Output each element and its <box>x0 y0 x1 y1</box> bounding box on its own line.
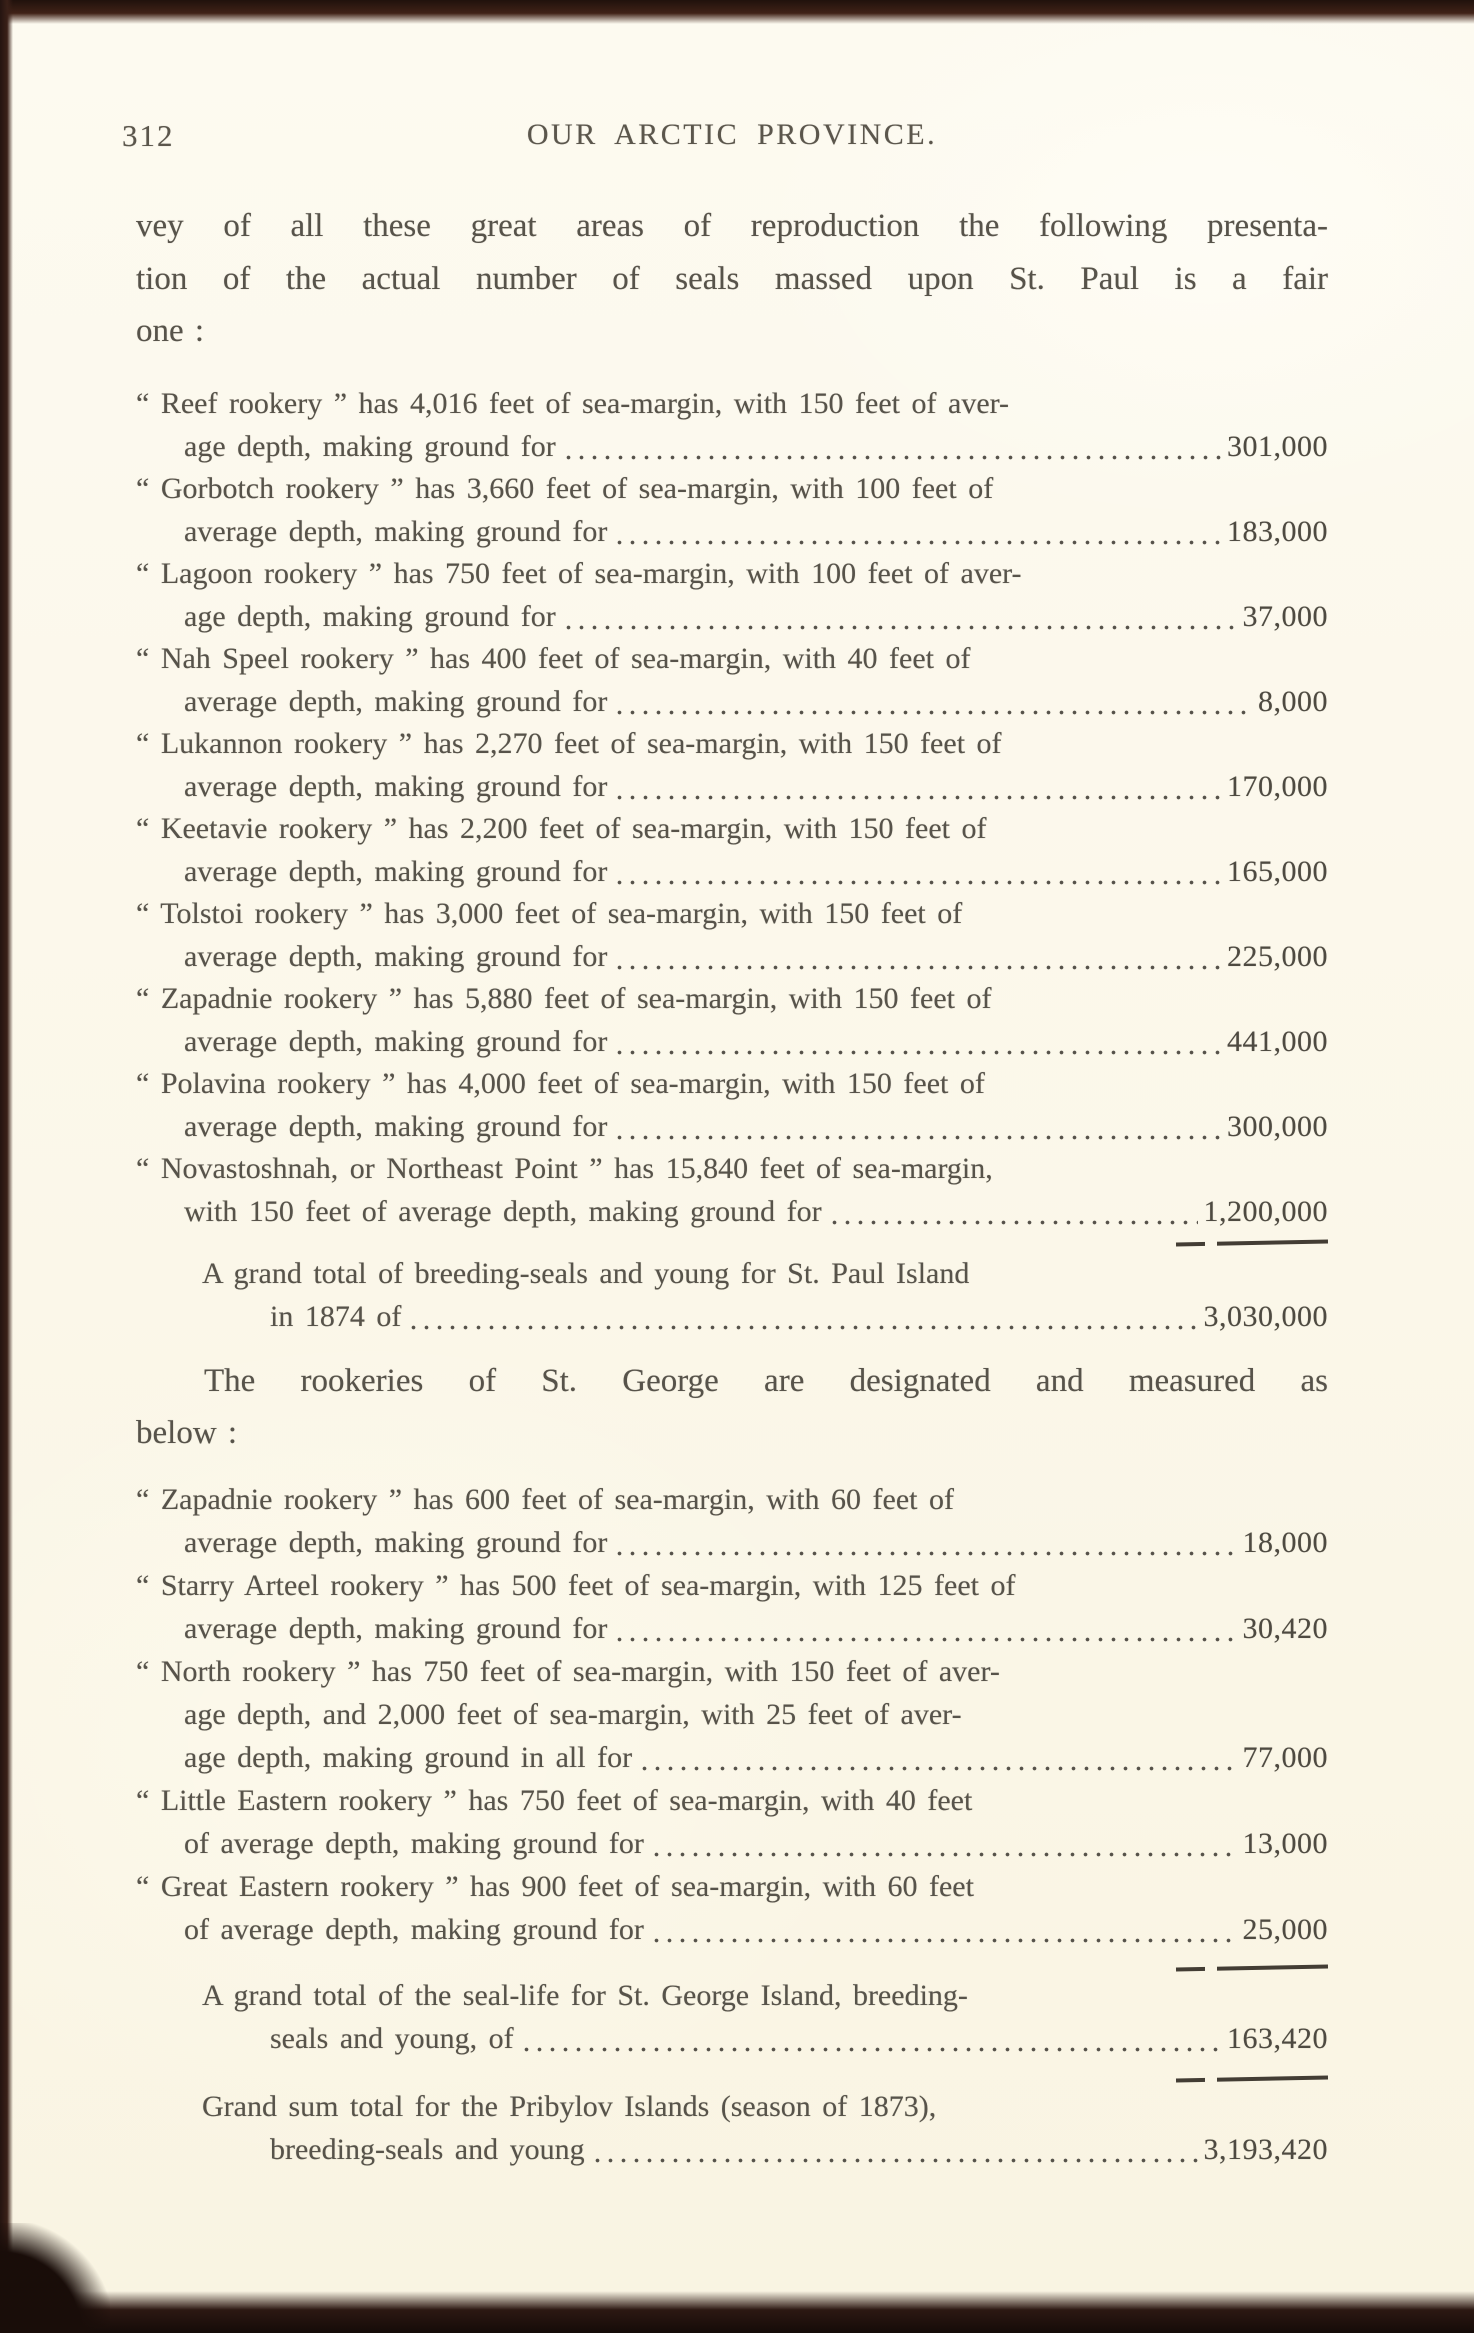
total-rule <box>1176 1965 1328 1972</box>
running-title: OUR ARCTIC PROVINCE. <box>526 118 938 151</box>
amount-row <box>184 1521 1328 1564</box>
st-george-paragraph <box>136 1355 1328 1459</box>
amount-value: 170,000 <box>1227 769 1328 803</box>
total-text-line: A grand total of the seal-life for St. George Island, breeding- <box>202 1979 968 2012</box>
amount-value: 300,000 <box>1227 1109 1328 1143</box>
amount-row <box>184 426 1328 469</box>
entry-text-line: “ Nah Speel rookery ” has 400 feet of sea-margin, with 40 feet of <box>136 642 971 675</box>
entry-lukannon <box>136 723 1328 808</box>
entry-text-line: average depth, making ground for <box>184 854 608 888</box>
entry-novastoshnah <box>136 1148 1328 1233</box>
entry-text-line: average depth, making ground for <box>184 514 608 548</box>
total-text-line: A grand total of breeding-seals and young for St. Paul Island <box>202 1257 970 1290</box>
total-rule <box>1176 2076 1328 2083</box>
entry-text-line: “ Polavina rookery ” has 4,000 feet of sea-margin, with 150 feet of <box>136 1067 985 1100</box>
amount-value: 30,420 <box>1242 1612 1328 1645</box>
amount-value: 163,420 <box>1227 2022 1328 2055</box>
dot-leader <box>566 625 1237 630</box>
entry-little-eastern <box>136 1779 1328 1865</box>
entry-reef <box>136 383 1328 468</box>
amount-row <box>184 1607 1328 1650</box>
intro-line: vey of all these great areas of reproduction the following presenta- <box>136 208 1328 244</box>
dot-leader <box>566 455 1221 460</box>
amount-value: 18,000 <box>1242 1526 1328 1559</box>
entry-text-line: “ Lukannon rookery ” has 2,270 feet of sea-margin, with 150 feet of <box>136 727 1002 760</box>
scan-edge-left <box>0 0 13 2333</box>
entry-text-line: age depth, making ground for <box>184 599 556 633</box>
amount-row <box>184 681 1328 724</box>
intro-line: tion of the actual number of seals massed upon St. Paul is a fair <box>136 260 1328 297</box>
intro-line: one : <box>136 313 205 349</box>
entry-starry-arteel <box>136 1564 1328 1650</box>
total-text-line: in 1874 of <box>270 1300 402 1333</box>
amount-row <box>184 1908 1328 1951</box>
entry-text-line: “ Tolstoi rookery ” has 3,000 feet of sea-margin, with 150 feet of <box>136 897 963 930</box>
entry-keetavie <box>136 808 1328 893</box>
entry-text-line: “ Lagoon rookery ” has 750 feet of sea-margin, with 100 feet of aver- <box>136 557 1022 590</box>
dot-leader <box>654 1938 1237 1943</box>
entry-gorbotch <box>136 468 1328 553</box>
paragraph-line: The rookeries of St. George are designated and measured as <box>204 1363 1328 1399</box>
entry-text-line: “ Starry Arteel rookery ” has 500 feet of sea-margin, with 125 feet of <box>136 1569 1016 1602</box>
entry-zapadnie <box>136 978 1328 1063</box>
dot-leader <box>617 1135 1221 1140</box>
scan-edge-bottom <box>0 2291 1474 2333</box>
dot-leader <box>617 965 1221 970</box>
entry-lagoon <box>136 553 1328 638</box>
entry-text-line: of average depth, making ground for <box>184 1913 644 1946</box>
dot-leader <box>642 1766 1236 1771</box>
amount-value: 3,030,000 <box>1203 1300 1328 1333</box>
dot-leader <box>654 1852 1237 1857</box>
dot-leader <box>617 795 1221 800</box>
total-text-line: breeding-seals and young <box>270 2133 585 2166</box>
scan-corner-shadow <box>0 2223 110 2333</box>
dot-leader <box>617 1637 1236 1642</box>
amount-value: 25,000 <box>1242 1913 1328 1946</box>
amount-row <box>184 1106 1328 1149</box>
amount-row <box>184 1021 1328 1064</box>
entry-text-line: “ Gorbotch rookery ” has 3,660 feet of sea-margin, with 100 feet of <box>136 472 994 505</box>
total-text-line: Grand sum total for the Pribylov Islands (season of 1873), <box>202 2090 937 2123</box>
amount-value: 37,000 <box>1242 599 1328 633</box>
entry-nah-speel <box>136 638 1328 723</box>
entry-text-line: age depth, making ground in all for <box>184 1741 633 1774</box>
entry-text-line: “ Little Eastern rookery ” has 750 feet of sea-margin, with 40 feet <box>136 1784 973 1817</box>
dot-leader <box>617 540 1221 545</box>
total-text-line: seals and young, of <box>270 2022 514 2055</box>
entry-text-line: average depth, making ground for <box>184 769 608 803</box>
amount-value: 8,000 <box>1258 684 1328 718</box>
entry-text-line: average depth, making ground for <box>184 1526 608 1559</box>
amount-value: 301,000 <box>1227 429 1328 463</box>
amount-value: 13,000 <box>1242 1827 1328 1860</box>
st-paul-total <box>136 1252 1328 1338</box>
dot-leader <box>595 2158 1198 2163</box>
entry-text-line: with 150 feet of average depth, making ground for <box>184 1194 822 1228</box>
entry-great-eastern <box>136 1865 1328 1951</box>
amount-row <box>184 936 1328 979</box>
amount-row <box>184 1736 1328 1779</box>
entry-text-line: of average depth, making ground for <box>184 1827 644 1860</box>
entry-text-line: “ Novastoshnah, or Northeast Point ” has 15,840 feet of sea-margin, <box>136 1152 993 1185</box>
dot-leader <box>617 880 1221 885</box>
amount-row <box>270 2017 1328 2060</box>
amount-row <box>184 851 1328 894</box>
entry-text-line: age depth, and 2,000 feet of sea-margin, with 25 feet of aver- <box>184 1698 962 1731</box>
entry-polavina <box>136 1063 1328 1148</box>
amount-value: 1,200,000 <box>1203 1194 1328 1228</box>
entry-text-line: “ Zapadnie rookery ” has 600 feet of sea-margin, with 60 feet of <box>136 1483 954 1516</box>
amount-row <box>184 511 1328 554</box>
amount-row <box>184 596 1328 639</box>
entry-text-line: “ Great Eastern rookery ” has 900 feet of sea-margin, with 60 feet <box>136 1870 974 1903</box>
amount-value: 183,000 <box>1227 514 1328 548</box>
amount-row <box>184 766 1328 809</box>
entry-text-line: “ North rookery ” has 750 feet of sea-margin, with 150 feet of aver- <box>136 1655 1000 1688</box>
st-george-rookery-list <box>136 1478 1328 1951</box>
st-george-total <box>136 1974 1328 2060</box>
dot-leader <box>617 1551 1236 1556</box>
scan-edge-top <box>0 0 1474 24</box>
page-number: 312 <box>122 118 175 153</box>
amount-value: 225,000 <box>1227 939 1328 973</box>
dot-leader <box>617 710 1252 715</box>
paragraph-line: below : <box>136 1415 238 1451</box>
entry-text-line: “ Reef rookery ” has 4,016 feet of sea-margin, with 150 feet of aver- <box>136 387 1010 420</box>
entry-text-line: age depth, making ground for <box>184 429 556 463</box>
dot-leader <box>832 1220 1198 1225</box>
pribylov-grand-total <box>136 2085 1328 2171</box>
st-paul-rookery-list <box>136 383 1328 1233</box>
amount-row <box>270 1295 1328 1338</box>
entry-text-line: average depth, making ground for <box>184 1612 608 1645</box>
entry-zapadnie-sg <box>136 1478 1328 1564</box>
amount-row <box>270 2128 1328 2171</box>
amount-row <box>184 1822 1328 1865</box>
entry-text-line: “ Zapadnie rookery ” has 5,880 feet of sea-margin, with 150 feet of <box>136 982 992 1015</box>
page-header <box>122 118 1328 160</box>
entry-text-line: average depth, making ground for <box>184 939 608 973</box>
entry-text-line: average depth, making ground for <box>184 1024 608 1058</box>
dot-leader <box>411 1325 1197 1330</box>
intro-paragraph <box>136 200 1328 358</box>
entry-tolstoi <box>136 893 1328 978</box>
amount-value: 77,000 <box>1242 1741 1328 1774</box>
entry-text-line: average depth, making ground for <box>184 1109 608 1143</box>
entry-text-line: average depth, making ground for <box>184 684 608 718</box>
entry-north <box>136 1650 1328 1779</box>
amount-row <box>184 1191 1328 1234</box>
dot-leader <box>617 1050 1221 1055</box>
amount-value: 3,193,420 <box>1203 2133 1328 2166</box>
amount-value: 441,000 <box>1227 1024 1328 1058</box>
entry-text-line: “ Keetavie rookery ” has 2,200 feet of sea-margin, with 150 feet of <box>136 812 987 845</box>
total-rule <box>1176 1240 1328 1247</box>
dot-leader <box>524 2047 1221 2052</box>
amount-value: 165,000 <box>1227 854 1328 888</box>
